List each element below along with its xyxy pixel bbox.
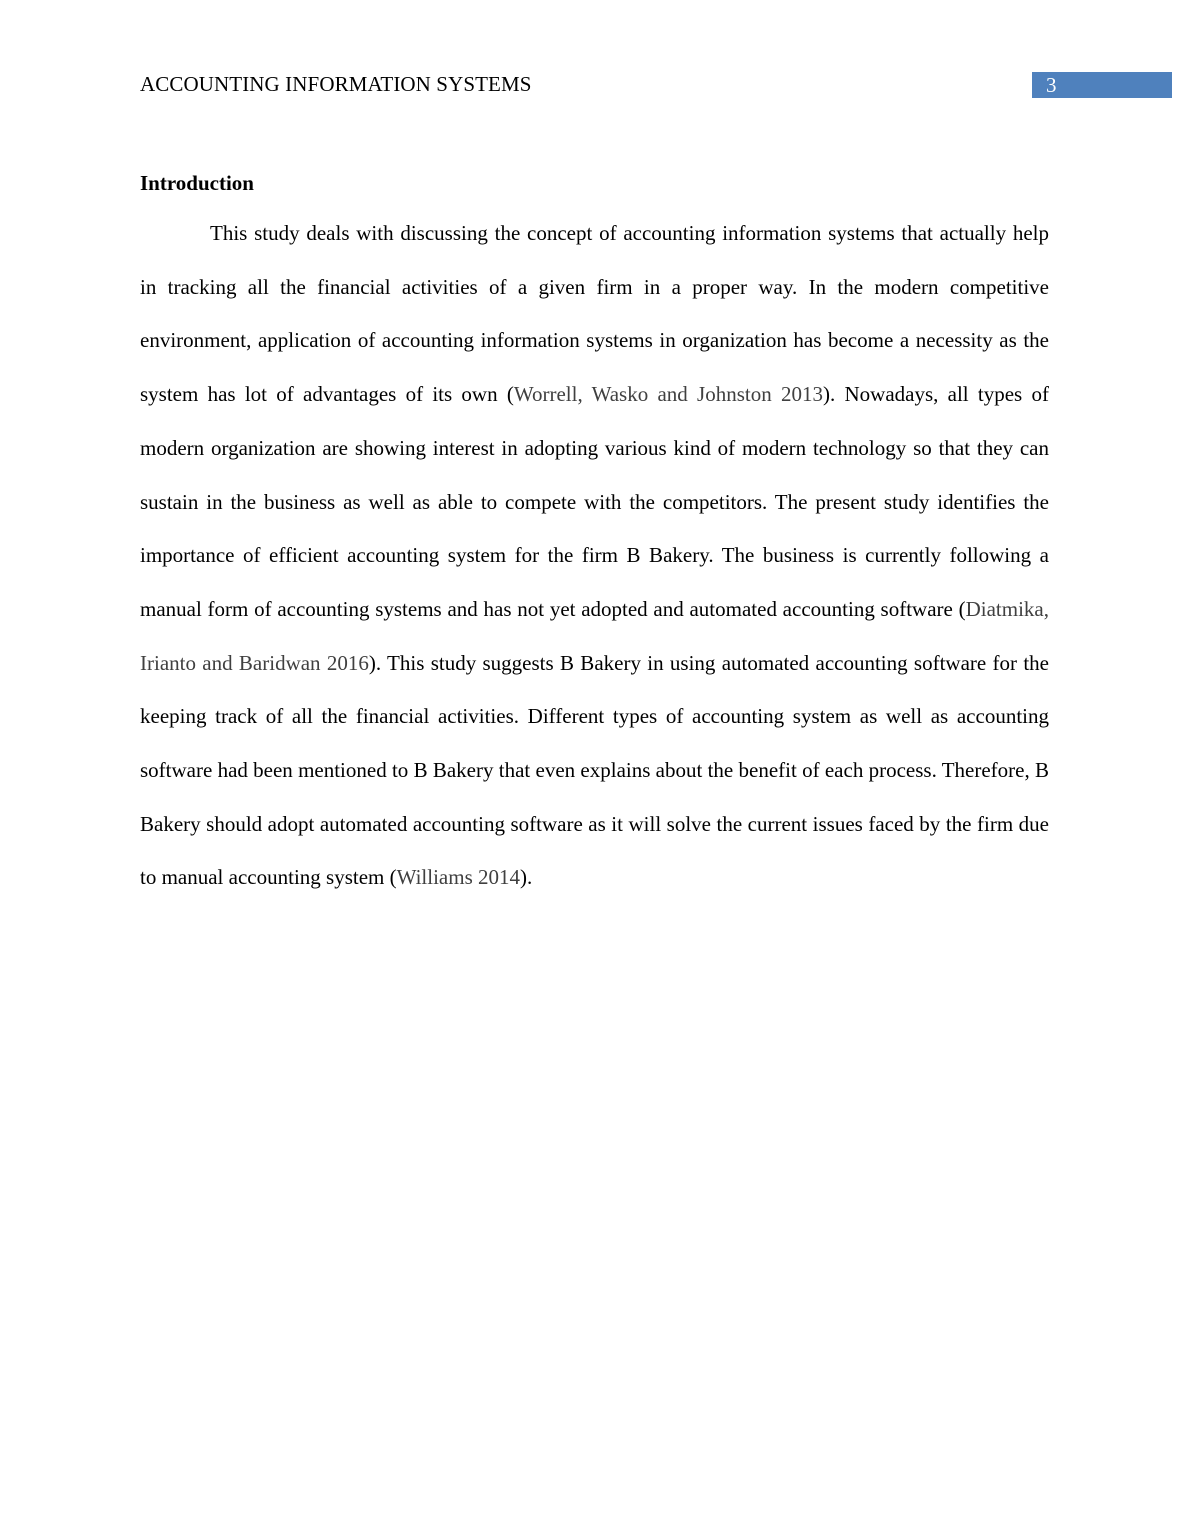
citation: Diatmika, Irianto and Baridwan 2016 <box>140 596 1049 675</box>
citation: Worrell, Wasko and Johnston 2013 <box>513 382 823 407</box>
section-heading: Introduction <box>140 171 254 195</box>
paragraph-text: ). Nowadays, all types of modern organization are showing interest in adopting various kind of modern technology so that they can sustain in the business as well as able to compete with the competitors. The present study identifies the importance of efficient accounting system for the firm B Bakery. The business is currently following a manual form of accounting systems and has not yet adopted and automated accounting software ( <box>140 382 1049 621</box>
paragraph-text: This study deals with discussing the concept of accounting information systems that actually help in tracking all the financial activities of a given firm in a proper way. In the modern competitive environment, application of accounting information systems in organization has become a necessity as the system has lot of advantages of its own ( <box>140 221 1049 407</box>
page-number: 3 <box>1046 73 1057 97</box>
paragraph-text: ). <box>520 865 533 890</box>
paragraph-text: ). This study suggests B Bakery in using automated accounting software for the keeping track of all the financial activities. Different types of accounting system as well as accounting software had been mentioned to B Bakery that even explains about the benefit of each process. Therefore, B Bakery should adopt automated accounting software as it will solve the current issues faced by the firm due to manual accounting system ( <box>140 650 1049 890</box>
running-head: ACCOUNTING INFORMATION SYSTEMS <box>140 72 532 96</box>
citation: Williams 2014 <box>396 865 521 890</box>
introduction-paragraph <box>140 207 1049 905</box>
